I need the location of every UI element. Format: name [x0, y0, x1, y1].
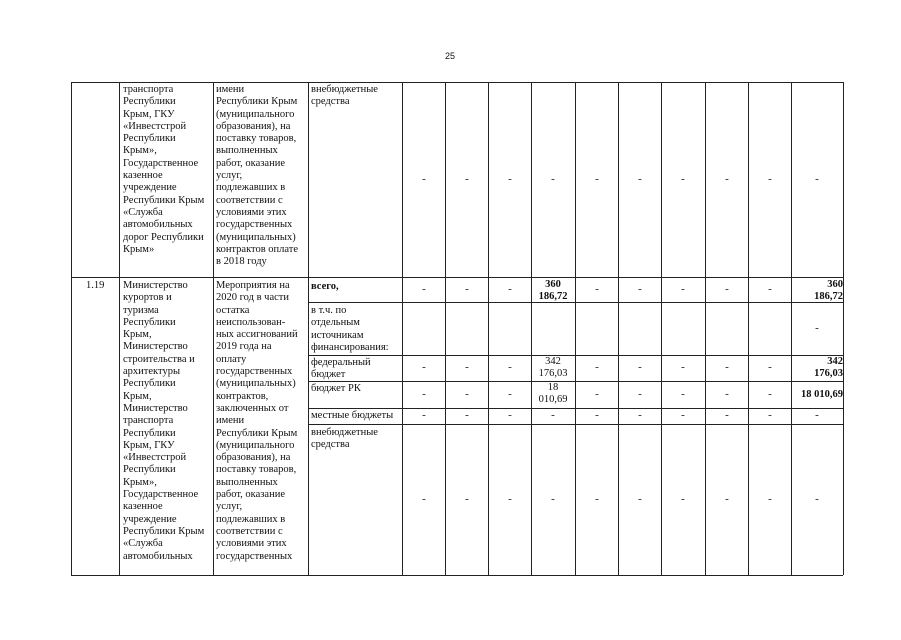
- extra-dash-col8: -: [725, 493, 729, 505]
- top-dash-col10: -: [815, 173, 819, 185]
- total-sum-value: 360 186,72: [814, 279, 843, 302]
- top-dash-col3: -: [508, 173, 512, 185]
- extra-dash-col3: -: [508, 493, 512, 505]
- federal-dash-col8: -: [725, 361, 729, 373]
- top-dash-col2: -: [465, 173, 469, 185]
- rk-dash-col1: -: [422, 388, 426, 400]
- table-border-right: [843, 82, 844, 575]
- source-rk-label: бюджет РК: [311, 383, 361, 394]
- col-divider: [402, 82, 403, 575]
- local-dash-col7: -: [681, 409, 685, 421]
- extra-dash-col6: -: [638, 493, 642, 505]
- table-border-left: [71, 82, 72, 575]
- federal-sum-value: 342 176,03: [814, 356, 843, 379]
- top-dash-col7: -: [681, 173, 685, 185]
- rk-dash-col6: -: [638, 388, 642, 400]
- extra-dash-col1: -: [422, 493, 426, 505]
- row-divider: [308, 302, 843, 303]
- federal-dash-col1: -: [422, 361, 426, 373]
- total-dash-col2: -: [465, 283, 469, 295]
- source-total-label: всего,: [311, 281, 339, 292]
- total-dash-col5: -: [595, 283, 599, 295]
- rk-dash-col8: -: [725, 388, 729, 400]
- top-dash-col5: -: [595, 173, 599, 185]
- extra-dash-col10: -: [815, 493, 819, 505]
- col-divider: [748, 82, 749, 575]
- incl-dash-sum: -: [815, 322, 819, 334]
- local-dash-col6: -: [638, 409, 642, 421]
- col-divider: [308, 82, 309, 575]
- row-divider: [71, 277, 843, 278]
- row-description-cell: Мероприятия на 2020 год в части остатка неиспользован- ных ассигнований 2019 года на оплату государственных (муниципальных) контрактов, заключенных от имени Республики Крым (муниципального образования), на поставку товаров, выполненных работ, оказание услуг, подлежавших в соответствии с условиями этих государственных: [216, 280, 298, 562]
- local-dash-col2: -: [465, 409, 469, 421]
- federal-dash-col7: -: [681, 361, 685, 373]
- extra-dash-col9: -: [768, 493, 772, 505]
- col-divider: [575, 82, 576, 575]
- source-local-label: местные бюджеты: [311, 410, 394, 421]
- extra-dash-col5: -: [595, 493, 599, 505]
- row-divider: [308, 424, 843, 425]
- federal-dash-col3: -: [508, 361, 512, 373]
- table-border-bottom: [71, 575, 843, 576]
- federal-dash-col2: -: [465, 361, 469, 373]
- source-incl-label: в т.ч. по отдельным источникам финансирования:: [311, 305, 389, 353]
- col-divider: [213, 82, 214, 575]
- local-dash-col4: -: [551, 409, 555, 421]
- federal-2020-value: 342 176,03: [538, 356, 568, 379]
- federal-dash-col9: -: [768, 361, 772, 373]
- federal-dash-col5: -: [595, 361, 599, 373]
- col-divider: [488, 82, 489, 575]
- row-divider: [308, 381, 843, 382]
- extra-dash-col4: -: [551, 493, 555, 505]
- local-dash-col1: -: [422, 409, 426, 421]
- table-border-top: [71, 82, 843, 83]
- total-dash-col3: -: [508, 283, 512, 295]
- rk-dash-col7: -: [681, 388, 685, 400]
- top-dash-col9: -: [768, 173, 772, 185]
- col-divider: [119, 82, 120, 575]
- row-number: 1.19: [86, 280, 105, 291]
- rk-2020-value: 18 010,69: [538, 382, 568, 405]
- col-divider: [531, 82, 532, 575]
- top-dash-col4: -: [551, 173, 555, 185]
- total-2020-value: 360 186,72: [538, 279, 568, 302]
- total-dash-col7: -: [681, 283, 685, 295]
- local-dash-col10: -: [815, 409, 819, 421]
- local-dash-col8: -: [725, 409, 729, 421]
- source-extra-label: внебюджетные средства: [311, 427, 378, 451]
- local-dash-col3: -: [508, 409, 512, 421]
- rk-dash-col2: -: [465, 388, 469, 400]
- total-dash-col8: -: [725, 283, 729, 295]
- row-divider: [308, 355, 843, 356]
- row-executors-cell: Министерство курортов и туризма Республики Крым, Министерство строительства и архитектуры Республики Крым, Министерство транспорта Республики Крым, ГКУ «Инвестстрой Республики Крым», Государственное казенное учреждение Республики Крым «Служба автомобильных: [123, 280, 205, 562]
- top-executors-cell: транспорта Республики Крым, ГКУ «Инвестстрой Республики Крым», Государственное казенное учреждение Республики Крым «Служба автомобильных дорог Республики Крым»: [123, 84, 205, 255]
- total-dash-col1: -: [422, 283, 426, 295]
- local-dash-col5: -: [595, 409, 599, 421]
- col-divider: [661, 82, 662, 575]
- top-dash-col6: -: [638, 173, 642, 185]
- col-divider: [791, 82, 792, 575]
- top-dash-col8: -: [725, 173, 729, 185]
- federal-dash-col6: -: [638, 361, 642, 373]
- rk-dash-col9: -: [768, 388, 772, 400]
- extra-dash-col2: -: [465, 493, 469, 505]
- top-description-cell: имени Республики Крым (муниципального образования), на поставку товаров, выполненных работ, оказание услуг, подлежавших в соответствии с условиями этих государственных (муниципальных) контрактов оплате в 2018 году: [216, 84, 299, 268]
- col-divider: [618, 82, 619, 575]
- page-number: 25: [444, 51, 455, 61]
- extra-dash-col7: -: [681, 493, 685, 505]
- total-dash-col6: -: [638, 283, 642, 295]
- total-dash-col9: -: [768, 283, 772, 295]
- rk-dash-col5: -: [595, 388, 599, 400]
- rk-sum-value: 18 010,69: [801, 389, 843, 400]
- local-dash-col9: -: [768, 409, 772, 421]
- col-divider: [445, 82, 446, 575]
- col-divider: [705, 82, 706, 575]
- top-source-cell: внебюджетные средства: [311, 84, 378, 108]
- top-dash-col1: -: [422, 173, 426, 185]
- source-federal-label: федеральный бюджет: [311, 357, 371, 381]
- rk-dash-col3: -: [508, 388, 512, 400]
